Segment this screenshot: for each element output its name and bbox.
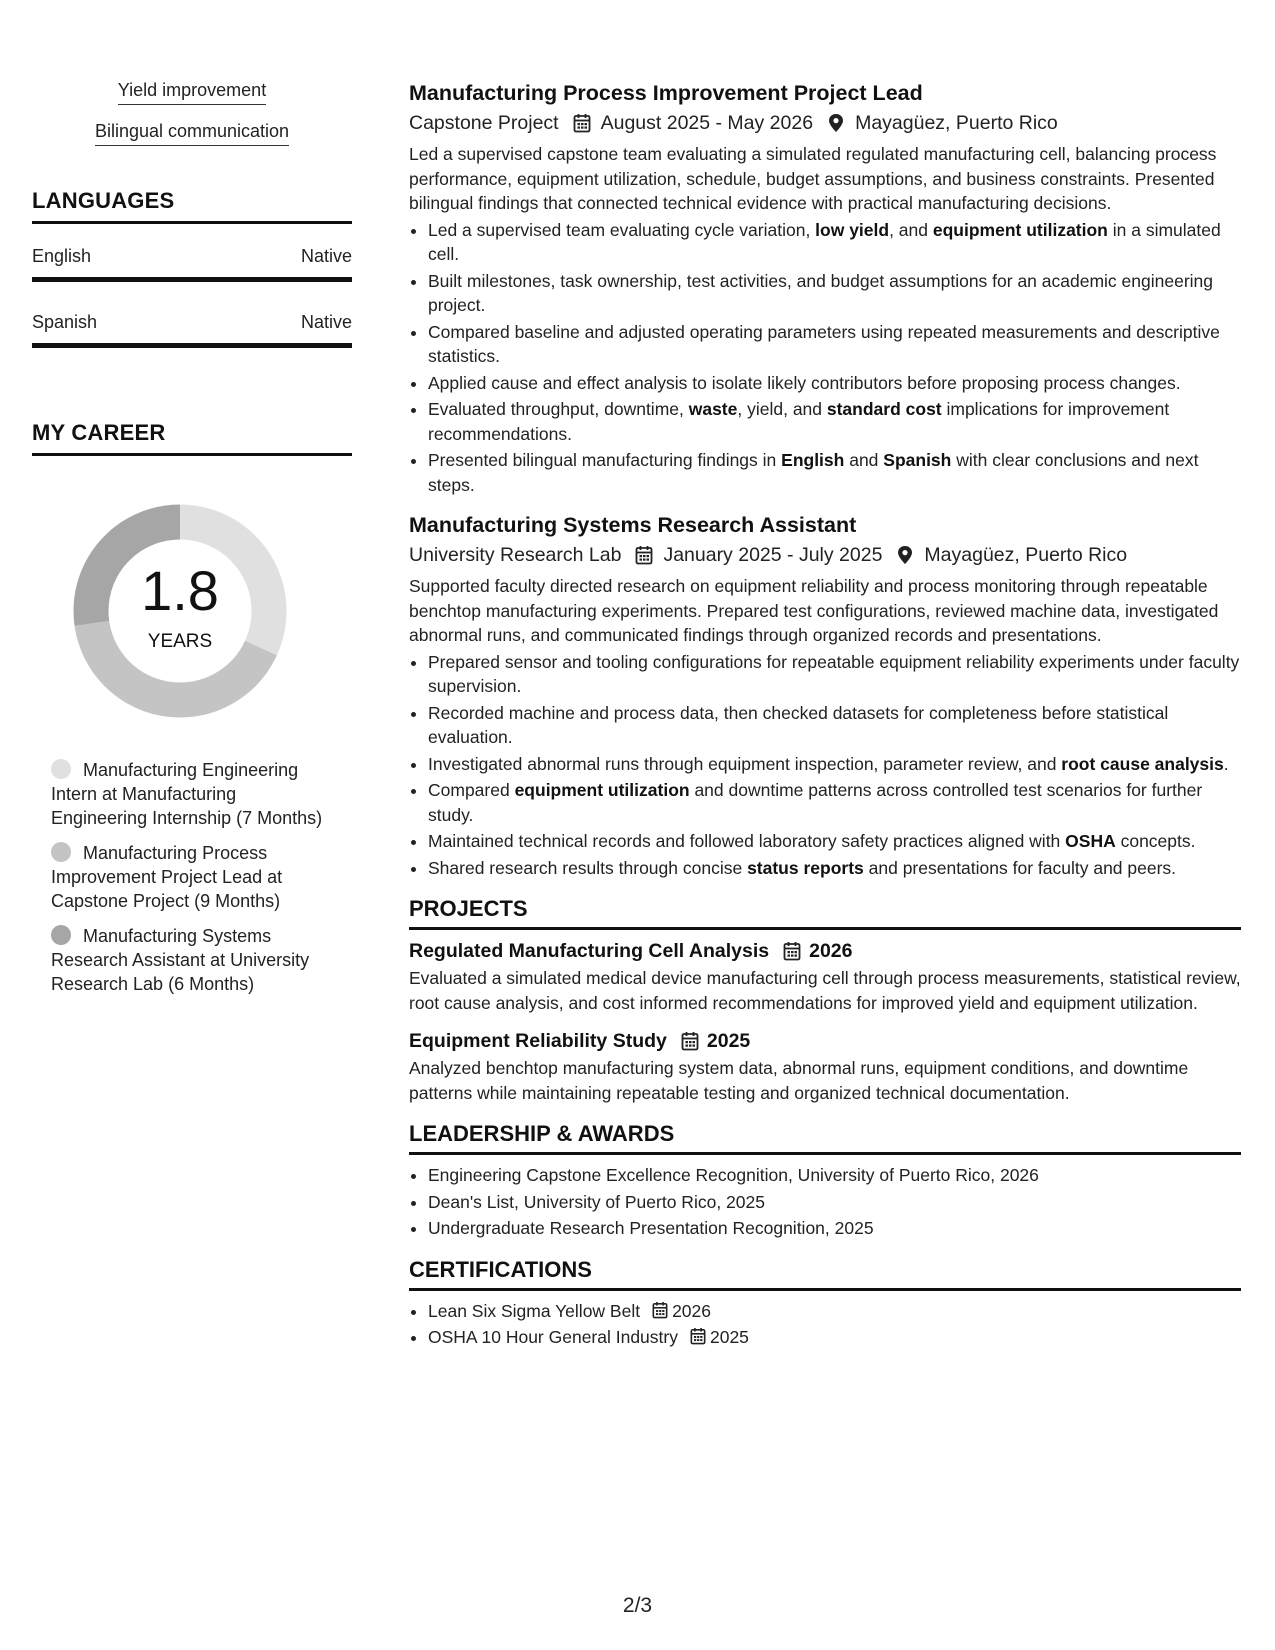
career-legend-item: [51, 924, 333, 996]
language-row: [32, 224, 352, 282]
certification-item: [428, 1325, 1241, 1350]
certification-name: Lean Six Sigma Yellow Belt: [428, 1300, 641, 1321]
calendar-icon: [573, 113, 591, 133]
bold-keyword: standard cost: [826, 399, 942, 419]
experience-entry: [409, 510, 1241, 880]
legend-dot-icon: [51, 925, 71, 945]
page-number: 2/3: [622, 1594, 653, 1617]
job-bullet: • Prepared sensor and tooling configurations for repeatable equipment reliability experiments under faculty supervision.: [428, 650, 1241, 699]
project-entry: [409, 1026, 1241, 1105]
career-heading: MY CAREER: [32, 420, 352, 456]
calendar-icon: [652, 1301, 668, 1319]
job-bullet: • Maintained technical records and followed laboratory safety practices aligned with OSHA concepts.: [428, 829, 1241, 854]
project-year: 2026: [809, 940, 853, 962]
bold-keyword: Spanish: [883, 450, 952, 470]
job-meta: [409, 540, 1241, 570]
calendar-icon: [635, 545, 653, 565]
languages-heading: LANGUAGES: [32, 188, 352, 224]
bold-keyword: OSHA: [1065, 831, 1116, 851]
bold-keyword: root cause analysis: [1061, 753, 1224, 774]
job-dates: August 2025 - May 2026: [600, 112, 814, 134]
main-content: [409, 78, 1241, 1352]
projects-heading: PROJECTS: [409, 896, 1241, 930]
awards-heading: LEADERSHIP & AWARDS: [409, 1121, 1241, 1155]
job-title: Manufacturing Systems Research Assistant: [409, 513, 857, 537]
job-organization: University Research Lab: [409, 544, 622, 566]
job-location: Mayagüez, Puerto Rico: [924, 544, 1128, 566]
job-bullets: [409, 650, 1241, 881]
award-item: • Engineering Capstone Excellence Recognition, University of Puerto Rico, 2026: [428, 1163, 1241, 1188]
certification-name: OSHA 10 Hour General Industry: [428, 1327, 678, 1347]
job-bullet: • Evaluated throughput, downtime, waste, yield, and standard cost implications for improvement recommendations.: [428, 397, 1241, 446]
language-row: [32, 282, 352, 348]
award-item: • Dean's List, University of Puerto Rico, 2025: [428, 1190, 1241, 1215]
bold-keyword: equipment utilization: [514, 780, 690, 800]
job-bullet: • Compared baseline and adjusted operating parameters using repeated measurements and descriptive statistics.: [428, 320, 1241, 369]
career-legend-item: [51, 758, 333, 830]
awards-list: [409, 1163, 1241, 1241]
job-summary: Led a supervised capstone team evaluating a simulated regulated manufacturing cell, balancing process performance, equipment utilization, schedule, budget assumptions, and business constraints. Presented bilingual findings that connected technical evidence with practical manufacturing decisions.: [409, 144, 1217, 213]
job-bullet: • Built milestones, task ownership, test activities, and budget assumptions for an academic engineering project.: [428, 269, 1241, 318]
bold-keyword: waste: [688, 399, 738, 419]
project-description: Evaluated a simulated medical device manufacturing cell through process measurements, statistical review, root cause analysis, and cost informed recommendations for improved yield and equipment utilization.: [409, 968, 1241, 1013]
award-item: • Undergraduate Research Presentation Recognition, 2025: [428, 1216, 1241, 1241]
bold-keyword: status reports: [747, 857, 864, 878]
language-level: Native: [300, 312, 352, 332]
career-legend-label: Manufacturing Process Improvement Project Lead at Capstone Project (9 Months): [51, 843, 283, 911]
calendar-icon: [783, 941, 801, 961]
donut-center: [65, 496, 295, 726]
career-legend-label: Manufacturing Systems Research Assistant at University Research Lab (6 Months): [51, 926, 310, 994]
location-pin-icon: [827, 113, 845, 133]
calendar-icon: [681, 1031, 699, 1051]
language-level: Native: [300, 246, 352, 266]
job-bullet: • Investigated abnormal runs through equipment inspection, parameter review, and root cause analysis.: [428, 752, 1241, 777]
job-bullet: • Compared equipment utilization and downtime patterns across controlled test scenarios for further study.: [428, 778, 1241, 827]
language-name: English: [32, 246, 92, 266]
location-pin-icon: [896, 545, 914, 565]
certifications-heading: CERTIFICATIONS: [409, 1257, 1241, 1291]
project-title: Equipment Reliability Study: [409, 1030, 667, 1052]
skill-tag: Bilingual communication: [95, 121, 289, 146]
job-organization: Capstone Project: [409, 112, 559, 134]
skill-tag: Yield improvement: [118, 80, 266, 105]
sidebar: [32, 80, 352, 1007]
job-bullet: • Applied cause and effect analysis to isolate likely contributors before proposing process changes.: [428, 371, 1241, 396]
certification-year: 2025: [709, 1327, 749, 1347]
calendar-icon: [690, 1327, 706, 1345]
job-bullet: • Presented bilingual manufacturing findings in English and Spanish with clear conclusions and next steps.: [428, 448, 1241, 497]
career-legend-item: [51, 841, 333, 913]
bold-keyword: low yield: [815, 219, 890, 240]
career-legend: [51, 758, 333, 996]
bold-keyword: English: [781, 450, 845, 470]
project-description: Analyzed benchtop manufacturing system data, abnormal runs, equipment conditions, and downtime patterns while maintaining repeatable testing and organized technical documentation.: [409, 1058, 1189, 1103]
project-title-row: [409, 1026, 1241, 1056]
certification-item: [428, 1299, 1241, 1324]
job-meta: [409, 108, 1241, 138]
job-location: Mayagüez, Puerto Rico: [855, 112, 1058, 134]
certification-year: 2026: [672, 1300, 712, 1321]
job-bullet: • Shared research results through concise status reports and presentations for faculty and peers.: [428, 856, 1241, 881]
job-bullet: • Led a supervised team evaluating cycle variation, low yield, and equipment utilization in a simulated cell.: [428, 218, 1241, 267]
job-dates: January 2025 - July 2025: [663, 544, 883, 566]
career-years-unit: YEARS: [147, 631, 213, 652]
language-name: Spanish: [32, 312, 98, 332]
job-title: Manufacturing Process Improvement Project Lead: [409, 81, 923, 105]
legend-dot-icon: [51, 759, 71, 779]
project-year: 2025: [706, 1030, 751, 1052]
career-legend-label: Manufacturing Engineering Intern at Manufacturing Engineering Internship (7 Months): [51, 760, 323, 828]
experience-entry: [409, 78, 1241, 497]
project-title: Regulated Manufacturing Cell Analysis: [409, 940, 770, 962]
job-bullets: [409, 218, 1241, 498]
job-summary: Supported faculty directed research on equipment reliability and process monitoring through repeatable benchtop manufacturing experiments. Prepared test configurations, reviewed machine data, investigated abnormal runs, and communicated findings through organized records and presentations.: [409, 576, 1219, 645]
career-total-years: 1.8: [141, 559, 219, 622]
certifications-list: [409, 1299, 1241, 1350]
legend-dot-icon: [51, 842, 71, 862]
job-bullet: • Recorded machine and process data, then checked datasets for completeness before statistical evaluation.: [428, 701, 1241, 750]
project-title-row: [409, 936, 1241, 966]
bold-keyword: equipment utilization: [932, 219, 1108, 240]
career-donut-chart: [65, 496, 295, 726]
project-entry: [409, 936, 1241, 1015]
